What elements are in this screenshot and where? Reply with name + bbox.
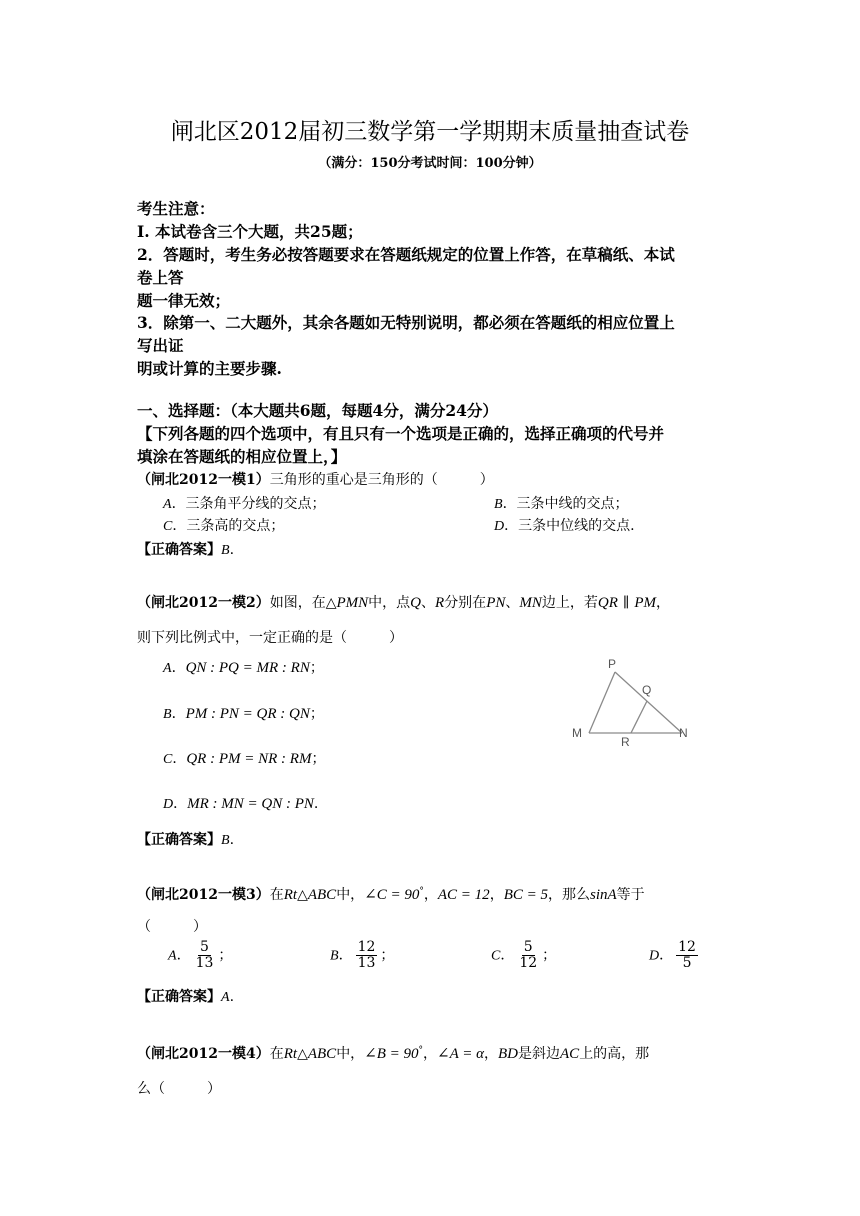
fraction: $\frac{5}{12}$: [519, 939, 538, 971]
triangle-lines: [589, 672, 682, 733]
q1-text: 三角形的重心是三角形的（ ）: [269, 472, 494, 488]
q1-option-b: B．三条中线的交点；: [494, 496, 629, 512]
q3-option-b: B． $\frac{12}{13}$ ；: [330, 939, 395, 971]
q3-stem-line-2: （ ）: [137, 919, 207, 935]
label-r: R: [621, 735, 630, 749]
notice-line-4: 题一律无效；: [137, 291, 231, 310]
q4-stem-line-2: 么（ ）: [137, 1081, 221, 1097]
section-instruction-1: 【下列各题的四个选项中，有且只有一个选项是正确的，选择正确项的代号并: [137, 424, 665, 443]
notice-line-6: 写出证: [137, 336, 184, 355]
label-q: Q: [642, 683, 652, 697]
q4-stem-line-1: （闸北2012一模4）在Rt△ABC中，∠B = 90°，∠A = α，BD是斜边AC上的高，那: [137, 1045, 650, 1062]
notice-line-5: 3．除第一、二大题外，其余各题如无特别说明，都必须在答题纸的相应位置上: [137, 313, 675, 332]
side-pn: [615, 672, 682, 733]
q1-stem: [137, 469, 494, 489]
label-p: P: [608, 657, 617, 671]
q1-option-d: D．三条中位线的交点.: [494, 518, 635, 534]
q3-option-a: A． $\frac{5}{13}$ ；: [168, 939, 233, 971]
label-m: M: [572, 726, 582, 740]
fraction: $\frac{5}{13}$: [195, 939, 214, 971]
side-pm: [589, 672, 615, 733]
q2-option-b: B．PM : PN = QR : QN；: [163, 706, 324, 722]
q3-option-c: C． $\frac{5}{12}$ ；: [491, 939, 557, 971]
q1-source: （闸北2012一模1）: [137, 472, 270, 488]
q3-stem-line-1: （闸北2012一模3）在Rt△ABC中，∠C = 90°，AC = 12，BC = 5，那么sinA等于: [137, 886, 645, 903]
fraction: $\frac{12}{13}$: [357, 939, 376, 971]
page-subtitle: （满分：150分考试时间：100分钟）: [318, 156, 542, 171]
section-heading: 一、选择题：（本大题共6题，每题4分，满分24分）: [137, 401, 498, 420]
notice-line-7: 明或计算的主要步骤.: [137, 359, 282, 378]
q3-answer: 【正确答案】A.: [137, 989, 235, 1005]
q2-stem-line-1: （闸北2012一模2）如图，在△PMN中，点Q、R分别在PN、MN边上，若QR ∥ PM，: [137, 595, 670, 611]
segment-qr: [631, 701, 647, 733]
fraction: $\frac{12}{5}$: [678, 939, 696, 971]
q2-triangle-figure: [565, 655, 705, 750]
q2-option-d: D．MR : MN = QN : PN.: [163, 796, 319, 812]
page-title: 闸北区2012届初三数学第一学期期末质量抽查试卷: [170, 119, 690, 145]
q1-option-a: A．三条角平分线的交点；: [163, 496, 326, 512]
q1-answer: 【正确答案】B.: [137, 542, 235, 558]
notice-line-2: 2．答题时，考生务必按答题要求在答题纸规定的位置上作答，在草稿纸、本试: [137, 245, 675, 264]
label-n: N: [679, 726, 688, 740]
q3-option-d: D． $\frac{12}{5}$: [649, 939, 696, 971]
q2-stem-line-2: 则下列比例式中，一定正确的是（ ）: [137, 630, 403, 646]
q2-answer: 【正确答案】B.: [137, 832, 235, 848]
section-instruction-2: 填涂在答题纸的相应位置上，】: [137, 447, 347, 466]
q1-option-c: C．三条高的交点；: [163, 518, 285, 534]
notice-line-3: 卷上答: [137, 268, 184, 287]
notice-line-1: I. 本试卷含三个大题，共25题；: [137, 222, 363, 241]
notice-heading: 考生注意：: [137, 199, 215, 218]
q2-option-c: C．QR : PM = NR : RM；: [163, 751, 326, 767]
q2-option-a: A．QN : PQ = MR : RN；: [163, 660, 324, 676]
